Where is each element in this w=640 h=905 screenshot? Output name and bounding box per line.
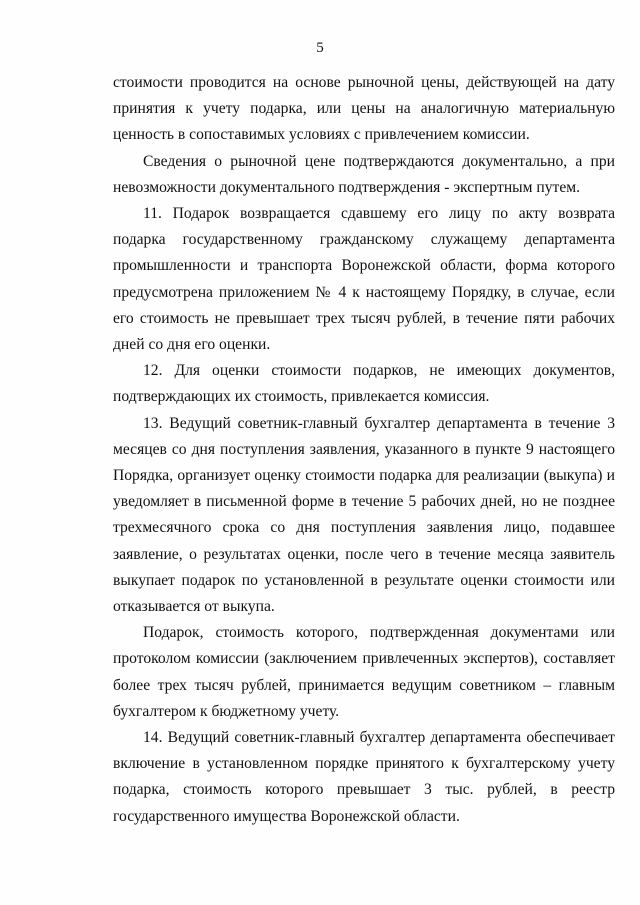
paragraph-item-14: 14. Ведущий советник-главный бухгалтер департамента обеспечивает включение в установленном порядке принятого к бухгалтерскому учету подарка, стоимость которого превышает 3 тыс. рублей, в реестр государственного имущества Воронежской области. xyxy=(113,729,615,825)
document-body xyxy=(113,70,615,830)
paragraph-item-11: 11. Подарок возвращается сдавшему его лицу по акту возврата подарка государственному гражданскому служащему департамента промышленности и транспорта Воронежской области, форма которого предусмотрена приложением № 4 к настоящему Порядку, в случае, если его стоимость не превышает трех тысяч рублей, в течение пяти рабочих дней со дня его оценки. xyxy=(113,205,615,354)
paragraph-continuation: стоимости проводится на основе рыночной цены, действующей на дату принятия к учету подарка, или цены на аналогичную материальную ценность в сопоставимых условиях с привлечением комиссии. xyxy=(113,74,615,144)
paragraph-item-12: 12. Для оценки стоимости подарков, не имеющих документов, подтверждающих их стоимость, привлекается комиссия. xyxy=(113,362,615,406)
page-number: 5 xyxy=(316,40,324,56)
paragraph-gift-over-threshold: Подарок, стоимость которого, подтвержденная документами или протоколом комиссии (заключением привлеченных экспертов), составляет более трех тысяч рублей, принимается ведущим советником – главным бухгалтером к бюджетному учету. xyxy=(113,624,615,720)
paragraph-item-13: 13. Ведущий советник-главный бухгалтер департамента в течение 3 месяцев со дня поступления заявления, указанного в пункте 9 настоящего Порядка, организует оценку стоимости подарка для реализации (выкупа) и уведомляет в письменной форме в течение 5 рабочих дней, но не позднее трехмесячного срока со дня поступления заявления лицо, подавшее заявление, о результатах оценки, после чего в течение месяца заявитель выкупает подарок по установленной в результате оценки стоимости или отказывается от выкупа. xyxy=(113,414,615,616)
paragraph-market-price-evidence: Сведения о рыночной цене подтверждаются документально, а при невозможности документального подтверждения - экспертным путем. xyxy=(113,152,615,196)
